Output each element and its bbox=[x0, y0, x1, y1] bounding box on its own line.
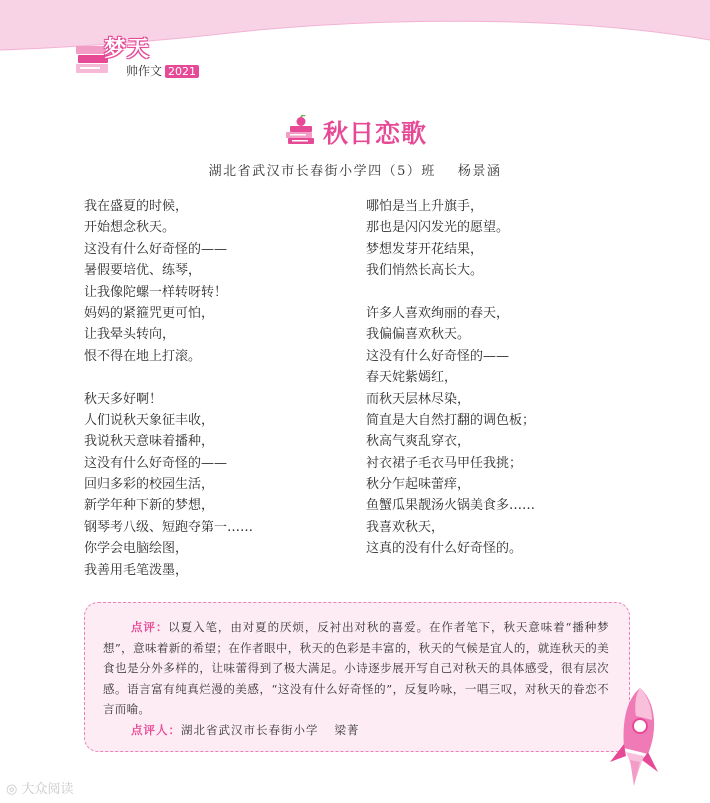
stanza-break bbox=[366, 282, 535, 303]
poem-line: 恨不得在地上打滚。 bbox=[84, 348, 202, 364]
poem-line: 这没有什么好奇怪的—— bbox=[84, 241, 228, 257]
reviewer-line bbox=[103, 720, 609, 741]
commentary-label: 点评： bbox=[131, 620, 169, 634]
poem-line: 这没有什么好奇怪的—— bbox=[366, 348, 510, 364]
poem-line: 衬衣裙子毛衣马甲任我挑； bbox=[366, 455, 523, 471]
title-row bbox=[0, 114, 710, 153]
poem-line: 我们悄然长高长大。 bbox=[366, 263, 484, 279]
poem-line: 秋高气爽乱穿衣， bbox=[366, 434, 471, 450]
poem-line: 你学会电脑绘图， bbox=[84, 541, 189, 557]
reviewer-name: 梁菁 bbox=[334, 722, 360, 737]
poem-line: 妈妈的紧箍咒更可怕， bbox=[84, 305, 215, 321]
reviewer-school: 湖北省武汉市长春街小学 bbox=[181, 722, 319, 737]
logo-title: 梦天 bbox=[104, 37, 151, 62]
byline bbox=[0, 160, 710, 179]
poem-line: 我偏偏喜欢秋天。 bbox=[366, 327, 471, 343]
rocket-icon bbox=[600, 682, 670, 792]
poem-line: 春天姹紫嫣红， bbox=[366, 370, 458, 386]
logo-subtitle bbox=[126, 62, 199, 79]
poem-line: 我说秋天意味着播种， bbox=[84, 434, 215, 450]
poem-line: 秋天多好啊！ bbox=[84, 391, 163, 407]
poem-line: 我善用毛笔泼墨， bbox=[84, 562, 189, 578]
stanza-break bbox=[84, 367, 253, 388]
poem-line: 那也是闪闪发光的愿望。 bbox=[366, 220, 510, 236]
poem-line: 而秋天层林尽染， bbox=[366, 391, 471, 407]
poem-line: 我喜欢秋天， bbox=[366, 519, 445, 535]
poem-line: 暑假要培优、练琴， bbox=[84, 263, 202, 279]
watermark-icon: ◎ bbox=[6, 782, 22, 797]
logo-subtitle-text: 帅作文 bbox=[126, 64, 163, 78]
poem-title: 秋日恋歌 bbox=[322, 119, 427, 148]
author-school: 湖北省武汉市长春街小学四（5）班 bbox=[208, 164, 436, 179]
poem-line: 梦想发芽开花结果， bbox=[366, 241, 484, 257]
poem-line: 新学年种下新的梦想， bbox=[84, 498, 215, 514]
poem-line: 让我晕头转向， bbox=[84, 327, 176, 343]
poem-line: 这没有什么好奇怪的—— bbox=[84, 455, 228, 471]
reviewer-label: 点评人： bbox=[131, 722, 181, 737]
poem-line: 回归多彩的校园生活， bbox=[84, 477, 215, 493]
commentary-box bbox=[84, 602, 630, 752]
poem-right-column bbox=[366, 196, 535, 560]
poem-line: 钢琴考八级、短跑夺第一…… bbox=[84, 519, 254, 535]
commentary-text: 以夏入笔，由对夏的厌烦，反衬出对秋的喜爱。在作者笔下，秋天意味着“播种梦想”，意味着新的希望；在作者眼中，秋天的色彩是丰富的，秋天的气候是宜人的，就连秋天的美食也是分外多样的，让味蕾得到了极大满足。小诗逐步展开写自己对秋天的具体感受，很有层次感。语言富有纯真烂漫的美感，“这没有什么好奇怪的”，反复吟咏，一唱三叹，对秋天的眷恋不言而喻。 bbox=[103, 620, 609, 716]
poem-line: 开始想念秋天。 bbox=[84, 220, 176, 236]
poem-line: 人们说秋天象征丰收， bbox=[84, 412, 215, 428]
poem-line: 许多人喜欢绚丽的春天， bbox=[366, 305, 510, 321]
author-name: 杨景涵 bbox=[457, 164, 502, 179]
watermark bbox=[6, 778, 74, 797]
poem-line: 秋分乍起味蕾痒， bbox=[366, 477, 471, 493]
poem-line: 简直是大自然打翻的调色板； bbox=[366, 412, 536, 428]
magazine-logo bbox=[74, 32, 204, 82]
poem-line: 让我像陀螺一样转呀转！ bbox=[84, 284, 228, 300]
poem-line: 鱼蟹瓜果靓汤火锅美食多…… bbox=[366, 498, 536, 514]
poem-line: 这真的没有什么好奇怪的。 bbox=[366, 541, 523, 557]
commentary-paragraph bbox=[103, 617, 609, 720]
watermark-text: 大众阅读 bbox=[21, 782, 74, 797]
poem-line: 我在盛夏的时候， bbox=[84, 199, 189, 214]
poem-line: 哪怕是当上升旗手， bbox=[366, 199, 484, 214]
logo-year-badge: 2021 bbox=[165, 65, 199, 78]
poem-left-column bbox=[84, 196, 253, 581]
apple-books-icon bbox=[283, 115, 317, 149]
